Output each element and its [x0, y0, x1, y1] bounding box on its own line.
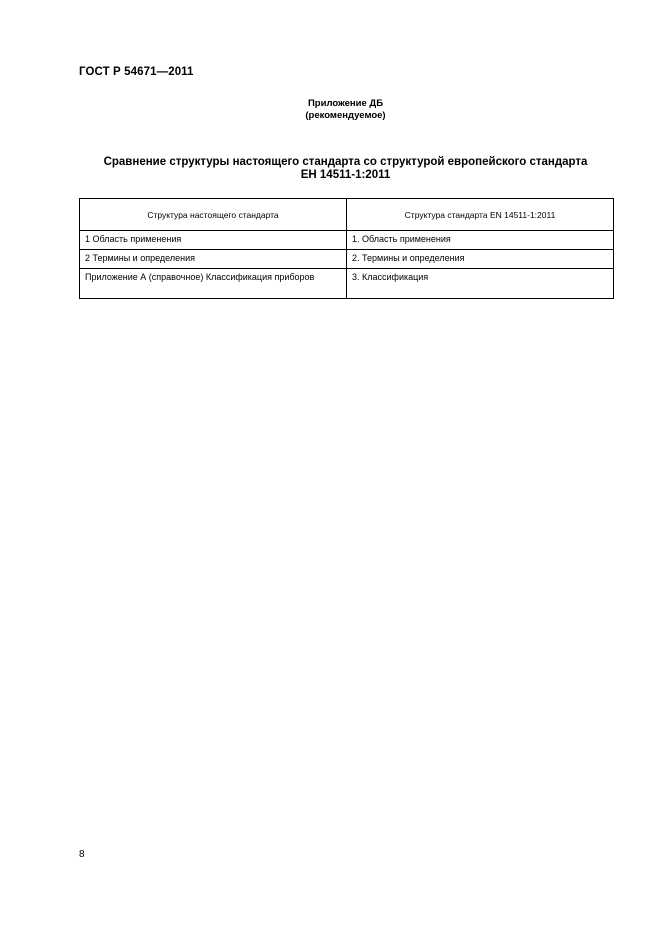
table-cell: Приложение А (справочное) Классификация приборов	[80, 269, 347, 299]
annex-title: Приложение ДБ	[307, 98, 384, 109]
annex-heading	[0, 98, 661, 122]
table-cell: 2. Термины и определения	[347, 250, 614, 269]
table-row	[80, 250, 614, 269]
column-header-en-standard: Структура стандарта EN 14511-1:2011	[347, 199, 614, 231]
table-cell: 1. Область применения	[347, 231, 614, 250]
table-cell: 2 Термины и определения	[80, 250, 347, 269]
section-title-line-1: Сравнение структуры настоящего стандарта со структурой европейского стандарта	[103, 156, 588, 168]
comparison-table	[79, 198, 614, 299]
annex-status: (рекомендуемое)	[305, 110, 386, 121]
table-cell: 3. Классификация	[347, 269, 614, 299]
table-row	[80, 269, 614, 299]
section-title-line-2: ЕН 14511-1:2011	[300, 169, 391, 181]
table-header-row	[80, 199, 614, 231]
column-header-this-standard: Структура настоящего стандарта	[80, 199, 347, 231]
table-cell: 1 Область применения	[80, 231, 347, 250]
document-code: ГОСТ Р 54671—2011	[79, 66, 194, 78]
page-number: 8	[79, 849, 85, 860]
table-row	[80, 231, 614, 250]
section-title	[0, 156, 661, 182]
